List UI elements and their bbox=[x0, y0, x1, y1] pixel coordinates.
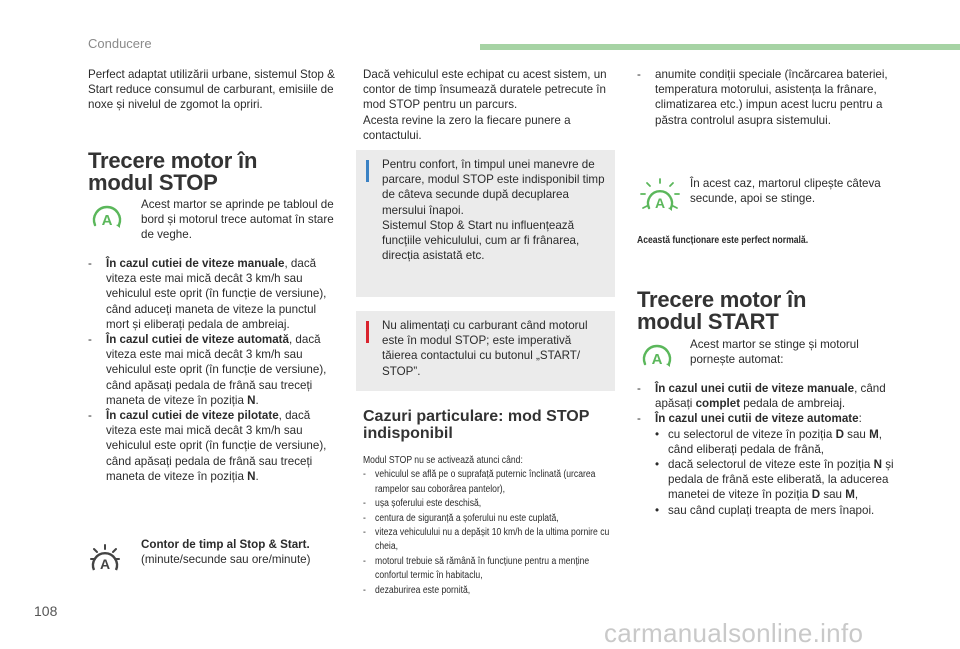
list-item: - vehiculul se află pe o suprafață puternic înclinată (urcarea rampelor sau coborârea pantelor), bbox=[363, 469, 596, 495]
section-title: Conducere bbox=[88, 36, 152, 51]
page-number: 108 bbox=[34, 603, 58, 619]
list-item: - motorul trebuie să rămână în funcțiune pentru a menține confortul termic în habitaclu, bbox=[363, 555, 590, 582]
start-mode-heading-block bbox=[637, 289, 877, 333]
timer-subtitle: (minute/secunde sau ore/minute) bbox=[141, 553, 311, 567]
warning-note bbox=[356, 311, 615, 391]
info-note bbox=[356, 150, 615, 297]
special-cases-lead: Modul STOP nu se activează atunci când: bbox=[363, 455, 523, 466]
timer-caption bbox=[141, 537, 341, 567]
column-3 bbox=[637, 67, 893, 128]
stop-lamp-text: Acest martor se aprinde pe tabloul de bord și motorul trece automat în stare de veghe. bbox=[141, 198, 334, 242]
svg-text:A: A bbox=[654, 195, 666, 211]
stop-start-timer-icon bbox=[88, 543, 122, 582]
special-cases-heading-block bbox=[363, 408, 615, 442]
list-item: - În cazul unei cutii de viteze manuale, când apăsați complet pedala de ambreiaj. bbox=[637, 382, 886, 411]
special-cases-list bbox=[363, 454, 611, 598]
sub-list-item: • dacă selectorul de viteze este în poziția N și pedala de frână este eliberată, la aducerea manetei de viteze în poziția D sau M, bbox=[655, 458, 894, 502]
start-conditions-list bbox=[637, 381, 899, 518]
list-item: - anumite condiții speciale (încărcarea bateriei, temperatura motorului, asistența la frânare, climatizarea etc.) impun acest lucru pentru a păstra controlul asupra sistemului. bbox=[637, 68, 888, 127]
normal-operation-note: Această funcționare este perfect normală. bbox=[637, 235, 809, 246]
stop-conditions-list bbox=[88, 256, 340, 484]
column-1 bbox=[88, 67, 340, 113]
list-item: - În cazul unei cutii de viteze automate: bbox=[637, 412, 862, 426]
svg-text:A: A bbox=[101, 212, 113, 229]
list-item: - dezaburirea este pornită, bbox=[363, 584, 471, 596]
sub-list-item: • sau când cuplați treapta de mers înapoi. bbox=[655, 503, 875, 517]
info-icon bbox=[366, 160, 369, 182]
stop-mode-heading-block bbox=[88, 150, 340, 194]
special-cases-heading: Cazuri particulare: mod STOP indisponibil bbox=[363, 408, 590, 442]
sub-list-item: • cu selectorul de viteze în poziția D sau M, când eliberați pedala de frână, bbox=[655, 427, 882, 456]
list-item: - ușa șoferului este deschisă, bbox=[363, 498, 482, 510]
list-item: - În cazul cutiei de viteze manuale, dacă viteza este mai mică decât 3 km/h sau vehiculul este oprit (în funcție de versiune), când aduceți maneta de viteze la punctul mort și eliberați pedala de ambreiaj. bbox=[88, 257, 327, 331]
blink-text: În acest caz, martorul clipește câteva secunde, apoi se stinge. bbox=[690, 177, 881, 206]
start-lamp-text: Acest martor se stinge și motorul pornește automat: bbox=[690, 338, 859, 367]
list-item: - centura de siguranță a șoferului nu este cuplată, bbox=[363, 512, 559, 524]
info-note-text: Pentru confort, în timpul unei manevre de parcare, modul STOP este indisponibil timp de câteva secunde după decuplarea mersului înapoi. Sistemul Stop & Start nu influențează funcțiile vehiculului, cum ar fi frânarea, direcția asistată etc. bbox=[382, 158, 605, 263]
list-item: - viteza vehiculului nu a depășit 10 km/h de la ultima pornire cu cheia, bbox=[363, 527, 610, 553]
list-item: - În cazul cutiei de viteze pilotate, dacă viteza este mai mică decât 3 km/h sau vehiculul este oprit (în funcție de versiune), când apăsați pedala de frână sau treceți maneta de viteze în poziția N. bbox=[88, 409, 327, 483]
section-color-bar bbox=[480, 44, 960, 50]
svg-text:A: A bbox=[99, 556, 111, 572]
column-2 bbox=[363, 67, 615, 143]
timer-title: Contor de timp al Stop & Start. bbox=[141, 538, 310, 551]
timer-intro-text: Dacă vehiculul este echipat cu acest sistem, un contor de timp însumează duratele petrecute în mod STOP pentru un parcurs. Acesta revine la zero la fiecare punere a contactului. bbox=[363, 68, 607, 142]
intro-text: Perfect adaptat utilizării urbane, sistemul Stop & Start reduce consumul de carburant, emisiile de noxe și nivelul de zgomot la opriri. bbox=[88, 68, 335, 112]
list-item: - În cazul cutiei de viteze automată, dacă viteza este mai mică decât 3 km/h sau vehiculul este oprit (în funcție de versiune), când apăsați pedala de frână sau treceți maneta de viteze în poziția N. bbox=[88, 333, 327, 407]
svg-text:A: A bbox=[651, 351, 663, 368]
warning-note-text: Nu alimentați cu carburant când motorul este în modul STOP; este imperativă tăierea contactului cu butonul „START/ STOP”. bbox=[382, 319, 588, 378]
start-mode-heading: Trecere motor în modul START bbox=[637, 287, 807, 334]
stop-mode-heading: Trecere motor în modul STOP bbox=[88, 148, 258, 195]
auto-stop-start-icon bbox=[640, 342, 674, 377]
auto-stop-start-icon bbox=[90, 203, 124, 238]
warning-icon bbox=[366, 321, 369, 343]
watermark: carmanualsonline.info bbox=[604, 618, 864, 648]
blinking-lamp-icon bbox=[638, 178, 682, 223]
